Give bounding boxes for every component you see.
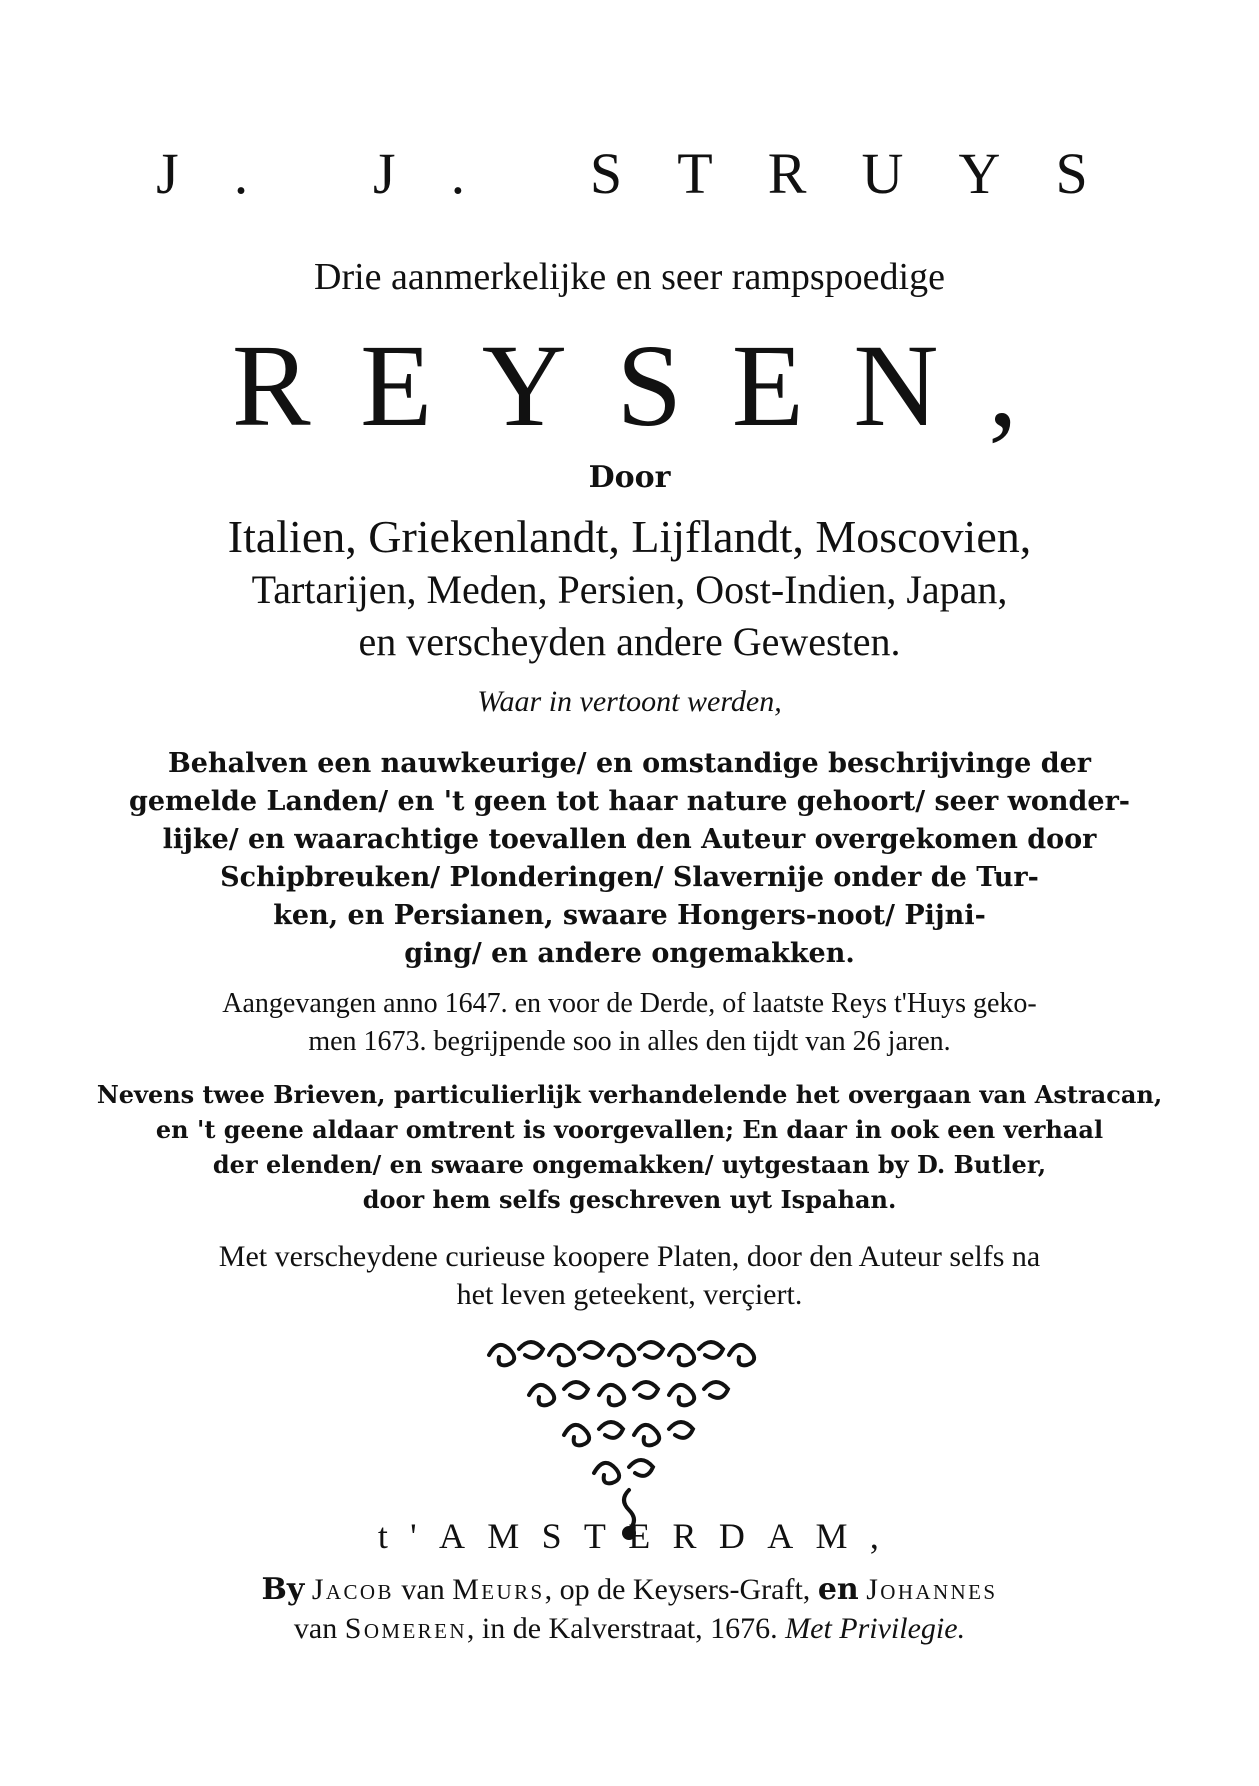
printer-ornament-icon bbox=[479, 1325, 779, 1545]
publisher-2-van: van bbox=[293, 1612, 338, 1645]
author-name: J. J. STRUYS bbox=[156, 141, 1143, 206]
nevens-line-3: der elenden/ en swaare ongemakken/ uytgestaan by D. Butler, bbox=[212, 1150, 1047, 1179]
imprint-line-2 bbox=[0, 1612, 1259, 1646]
city-line: t'AMSTERDAM, bbox=[377, 1516, 902, 1556]
publisher-1-van: van bbox=[401, 1573, 445, 1606]
description-line-2: gemelde Landen/ en 't geen tot haar nature gehoort/ seer wonder- bbox=[128, 786, 1131, 817]
nevens-line-1: Nevens twee Brieven, particulierlijk verhandelende het overgaan van Astracan, bbox=[96, 1080, 1163, 1109]
description-line-1: Behalven een nauwkeurige/ en omstandige beschrijvinge der bbox=[167, 748, 1092, 779]
publisher-2-place: , in de Kalverstraat, 1676. bbox=[466, 1612, 778, 1645]
description-line-4: Schipbreuken/ Plonderingen/ Slavernije onder de Tur- bbox=[220, 862, 1039, 893]
aangevangen-line-2: men 1673. begrijpende soo in alles den tijdt van 26 jaren. bbox=[308, 1026, 951, 1057]
description-line-3: lijke/ en waarachtige toevallen den Auteur overgekomen door bbox=[162, 824, 1097, 855]
imprint-line-1 bbox=[0, 1572, 1259, 1607]
description-line-6: ging/ en andere ongemakken. bbox=[404, 938, 855, 969]
waar-in-line: Waar in vertoont werden, bbox=[477, 685, 782, 718]
subtitle-top: Drie aanmerkelijke en seer rampspoedige bbox=[314, 256, 945, 298]
publisher-1-last: Meurs bbox=[452, 1573, 545, 1606]
privilege-note: Met Privilegie. bbox=[785, 1612, 966, 1645]
publisher-2-first: Johannes bbox=[866, 1573, 998, 1606]
plates-line-1: Met verscheydene curieuse koopere Platen, door den Auteur selfs na bbox=[218, 1240, 1041, 1273]
imprint-en: en bbox=[817, 1572, 859, 1607]
nevens-line-2: en 't geene aldaar omtrent is voorgevallen; En daar in ook een verhaal bbox=[155, 1115, 1104, 1144]
publisher-1-first: Jacob bbox=[311, 1573, 394, 1606]
plates-line-2: het leven geteekent, verçiert. bbox=[456, 1278, 803, 1311]
nevens-line-4: door hem selfs geschreven uyt Ispahan. bbox=[362, 1185, 897, 1214]
main-title: REYSEN, bbox=[231, 320, 1068, 451]
places-line-2: Tartarijen, Meden, Persien, Oost-Indien, Japan, bbox=[251, 567, 1008, 612]
door-word: Door bbox=[588, 460, 671, 495]
description-line-5: ken, en Persianen, swaare Hongers-noot/ Pijni- bbox=[273, 900, 986, 931]
publisher-1-place: , op de Keysers-Graft, bbox=[544, 1573, 811, 1606]
imprint-by: By bbox=[261, 1572, 305, 1607]
places-line-3: en verscheyden andere Gewesten. bbox=[358, 619, 901, 664]
publisher-2-last: Someren bbox=[344, 1612, 467, 1645]
aangevangen-line-1: Aangevangen anno 1647. en voor de Derde, of laatste Reys t'Huys geko- bbox=[222, 988, 1037, 1019]
places-line-1: Italien, Griekenlandt, Lijflandt, Moscovien, bbox=[227, 511, 1032, 562]
